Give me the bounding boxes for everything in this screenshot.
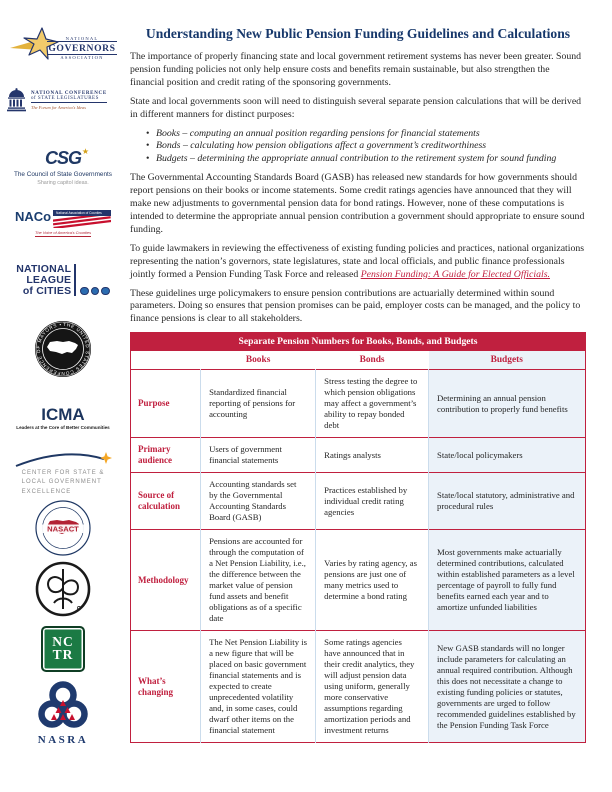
paragraph-task-force-text: To guide lawmakers in reviewing the effectiveness of existing funding policies and practices, national organizations representing the nation’s governors, state legislatures, state and local officials, and public finance professionals jointly formed a Pension Funding Task Force and released — [130, 242, 585, 280]
nasact-wordmark: NASACT — [47, 524, 79, 534]
nasra-trefoil-icon — [32, 680, 94, 732]
table-cell: State/local policymakers — [429, 438, 586, 473]
paragraph-task-force — [130, 243, 586, 282]
table-row-primary-audience — [131, 438, 586, 473]
csg-logo: CSG ★ The Council of State Governments Sharing capitol ideas. — [13, 147, 113, 186]
logo-sidebar — [0, 0, 126, 792]
paragraph-gasb: The Governmental Accounting Standards Board (GASB) has released new standards for how governments should report pensions on their books or income statements. Some credit ratings agencies have announced that they will make new adjustments to governmental pension data for bond ratings. However, none of these computations is intended to determine the appropriate annual pension contribution a government should appropriate to ensure sound funding. — [130, 172, 585, 235]
purpose-list — [146, 128, 586, 167]
paragraph-distinguish: State and local governments soon will need to distinguish several separate pension calculations that will be derived in different manners for distinct purposes: — [130, 95, 582, 120]
table-cell: Pensions are accounted for through the computation of a Net Pension Liability, i.e., the difference between the market value of pension fund assets and benefit obligations as of a specific date — [201, 530, 316, 631]
table-cell: New GASB standards will no longer include parameters for calculating an annual required contribution. Although this does not necessitate a change to existing funding policies or statutes, governments are urged to follow recommended guidelines established by the Pension Funding Task Force — [429, 631, 586, 743]
table-title: Separate Pension Numbers for Books, Bonds, and Budgets — [131, 333, 586, 352]
column-header-books: Books — [201, 351, 316, 370]
document-body — [130, 26, 586, 743]
gfoa-logo — [7, 560, 119, 618]
table-cell: Most governments make actuarially determined contributions, calculated within established parameters as a level percentage of payroll to fully fund benefits earned each year and to amortize unfunded liabilities — [429, 530, 586, 631]
table-cell: Accounting standards set by the Governmental Accounting Standards Board (GASB) — [201, 473, 316, 530]
swoosh-star-icon — [12, 452, 114, 468]
table-cell: Some ratings agencies have announced that in their credit analytics, they will adjust pension data using uniform, generally more conservative assumptions regarding amortization periods and investment returns — [316, 631, 429, 743]
nlc-logo — [7, 264, 119, 296]
paragraph-guidelines: These guidelines urge policymakers to ensure pension contributions are actuarially determined within sound parameters. Doing so ensures that pension promises can be paid, employer costs can be managed, and the policy to finance pensions is clear to all stakeholders. — [130, 287, 581, 325]
us-conference-of-mayors-seal — [7, 320, 119, 378]
row-label: Purpose — [138, 398, 170, 409]
nasra-wordmark: NASRA — [37, 734, 89, 746]
nga-wordmark: NATIONAL GOVERNORS ASSOCIATION — [48, 36, 116, 60]
pension-funding-guide-link[interactable]: Pension Funding: A Guide for Elected Officials. — [360, 268, 550, 280]
table-cell: Practices established by individual credit rating agencies — [316, 473, 429, 530]
table-cell: Determining an annual pension contribution to properly fund benefits — [429, 370, 586, 438]
list-item-books: • Books – computing an annual position regarding pensions for financial statements — [146, 128, 586, 141]
paragraph-importance: The importance of properly financing state and local government retirement systems has never been greater. Sound pension funding policies not only help ensure costs and benefits remain sustainable, but also strengthen the financial position and credit rating of the sponsoring governments. — [130, 51, 582, 88]
naco-stripes-icon — [53, 216, 111, 228]
table-row-source-of-calculation — [131, 473, 586, 530]
table-header-row — [131, 351, 586, 370]
table-row-whats-changing — [131, 631, 586, 743]
table-cell: Ratings analysts — [316, 438, 429, 473]
nlc-circles-icon — [80, 264, 110, 296]
nasact-seal — [7, 500, 119, 556]
nctr-wordmark: NC TR — [41, 626, 85, 672]
icma-logo: ICMA Leaders at the Core of Better Communities — [16, 405, 110, 430]
capitol-dome-icon — [7, 88, 26, 112]
table-cell: The Net Pension Liability is a new figure that will be placed on basic government financial statements and is expected to create unprecedented volatility and, in some cases, could dwarf other items on the financial statement — [201, 631, 316, 743]
row-label: Source of calculation — [138, 490, 180, 512]
nga-logo — [7, 26, 119, 70]
nasra-logo — [7, 680, 119, 746]
row-label: Methodology — [138, 574, 189, 585]
table-cell: Users of government financial statements — [201, 438, 316, 473]
row-label: What’s changing — [138, 675, 174, 697]
cslge-wordmark: CENTER FOR STATE & LOCAL GOVERNMENT EXCELLENCE — [21, 470, 105, 495]
table-cell: State/local statutory, administrative and procedural rules — [429, 473, 586, 530]
table-cell: Varies by rating agency, as pensions are just one of many metrics used to determine a bond rating — [316, 530, 429, 631]
uscm-ring-text: THE UNITED STATES CONFERENCE OF MAYORS • — [35, 321, 91, 377]
table-row-purpose — [131, 370, 586, 438]
table-title-row — [131, 333, 586, 352]
table-row-methodology — [131, 530, 586, 631]
ncsl-logo — [7, 88, 119, 112]
pension-comparison-table — [130, 332, 586, 743]
ncsl-wordmark: NATIONAL CONFERENCE of STATE LEGISLATURES The Forum for America’s Ideas — [31, 90, 107, 110]
list-item-bonds: • Bonds – calculating how pension obligations affect a government’s creditworthiness — [146, 140, 586, 153]
nlc-wordmark: NATIONAL LEAGUE of CITIES — [16, 264, 76, 296]
list-item-budgets: • Budgets – determining the appropriate annual contribution to the retirement system for sound funding — [146, 153, 586, 166]
column-header-budgets: Budgets — [429, 351, 586, 370]
row-label: Primary audience — [138, 444, 173, 466]
gfoa-monogram-icon — [34, 560, 92, 618]
table-cell: Standardized financial reporting of pensions for accounting — [201, 370, 316, 438]
naco-logo: NACo National Association of Counties The Voice of America’s Counties — [7, 210, 119, 237]
csg-wordmark: CSG ★ — [44, 147, 89, 168]
column-header-bonds: Bonds — [316, 351, 429, 370]
column-header-blank — [131, 351, 201, 370]
page-title: Understanding New Public Pension Funding Guidelines and Calculations — [145, 26, 571, 41]
cslge-logo — [7, 452, 119, 497]
table-cell: Stress testing the degree to which pension obligations may affect a government’s ability to repay bonded debt — [316, 370, 429, 438]
nctr-logo — [7, 626, 119, 672]
gold-star-icon: ★ — [81, 147, 89, 156]
